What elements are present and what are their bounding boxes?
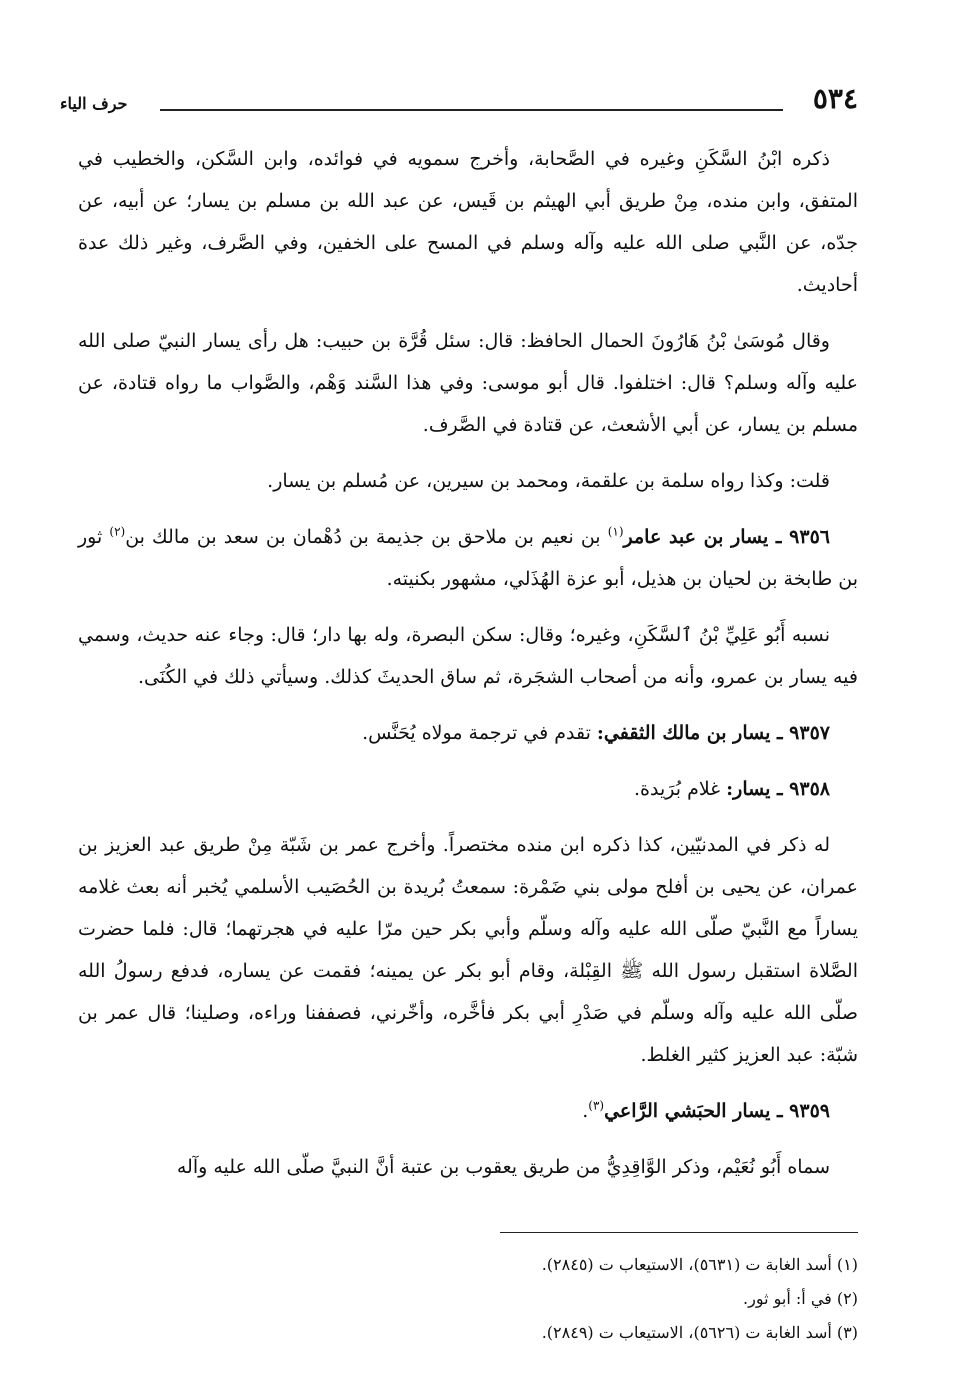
paragraph: قلت: وكذا رواه سلمة بن علقمة، ومحمد بن سيرين، عن مُسلم بن يسار. [267, 470, 830, 492]
footnote-ref: (١) [607, 524, 624, 539]
paragraph: نسبه أَبُو عَلِيِّ بْنُ ٱلسَّكَنِ، وغيره؛ وقال: سكن البصرة، وله بها دار؛ قال: وجاء عنه حديث، وسمي فيه يسار بن عمرو، وأنه من أصحاب الشجَرة، ثم ساق الحديثَ كذلك. وسيأتي ذلك في الكُنَى. [78, 624, 858, 688]
page-header [60, 82, 858, 122]
footnote: (٣) أسد الغابة ت (٥٦٢٦)، الاستيعاب ت (٢٨٤٩). [541, 1323, 858, 1342]
entry-9358 [78, 768, 858, 810]
entry-heading: ٩٣٥٦ ـ يسار بن عبد عامر [623, 526, 830, 548]
paragraph: سماه أَبُو نُعَيْم، وذكر الوَّاقِدِيُّ من طريق يعقوب بن عتبة أنَّ النبيَّ صلّى الله عليه وآله [176, 1156, 830, 1178]
entry-heading: ٩٣٥٨ ـ يسار: [726, 778, 830, 800]
entry-9359 [78, 1090, 858, 1132]
entry-9357 [78, 712, 858, 754]
paragraph: ذكره ابْنُ السَّكَنِ وغيره في الصَّحابة، وأخرج سمويه في فوائده، وابن السَّكن، والخطيب في المتفق، وابن منده، مِنْ طريق أبي الهيثم بن قَيس، عن عبد الله بن مسلم بن يسار؛ عن أبيه، عن جدّه، عن النَّبي صلى الله عليه وآله وسلم في المسح على الخفين، وفي الصَّرف، وغير ذلك عدة أحاديث. [78, 148, 858, 296]
footnote: (٢) في أ: أبو ثور. [743, 1289, 858, 1308]
entry-9356 [78, 516, 858, 600]
entry-text: ثور بن طابخة بن لحيان بن هذيل، أبو عزة الهُذَلي، مشهور بكنيته. [78, 526, 858, 590]
footnote: (١) أسد الغابة ت (٥٦٣١)، الاستيعاب ت (٢٨٤٥). [541, 1255, 858, 1274]
footnotes [300, 1248, 858, 1350]
paragraph: وقال مُوسَىٰ بْنُ هَارُونَ الحمال الحافظ: قال: سئل قُرَّة بن حبيب: هل رأى يسار النبيّ صلى الله عليه وآله وسلم؟ قال: اختلفوا. قال أبو موسى: وفي هذا السَّند وَهْم، والصَّواب ما رواه قتادة، عن مسلم بن يسار، عن أبي الأشعث، عن قتادة في الصَّرف. [78, 330, 858, 436]
entry-text: غلام بُرَيدة. [634, 778, 727, 800]
running-title: حرف الياء [60, 94, 128, 113]
entry-heading: ٩٣٥٩ ـ يسار الحبَشي الرَّاعي [604, 1100, 830, 1122]
footnote-ref: (٢) [109, 524, 126, 539]
entry-text: تقدم في ترجمة مولاه يُحَنَّس. [362, 722, 597, 744]
footnote-rule [500, 1232, 858, 1233]
footnote-ref: (٣) [588, 1098, 605, 1113]
page-number: ٥٣٤ [812, 82, 858, 115]
entry-heading: ٩٣٥٧ ـ يسار بن مالك الثقفي: [596, 722, 830, 744]
header-rule [160, 109, 783, 111]
entry-text: . [582, 1100, 589, 1122]
main-text [78, 138, 858, 1202]
entry-text: بن نعيم بن ملاحق بن جذيمة بن دُهْمان بن سعد بن مالك بن [125, 526, 608, 548]
paragraph: له ذكر في المدنيّين، كذا ذكره ابن منده مختصراً. وأخرج عمر بن شَبّة مِنْ طريق عبد العزيز بن عمران، عن يحيى بن أفلح مولى بني ضَمْرة: سمعتُ بُريدة بن الحُصَيب الأسلمي يُخبر أنه بعث غلامه يساراً مع النَّبيّ صلّى الله عليه وآله وسلّم وأبي بكر حين مرّا عليه في هجرتهما؛ قال: فلما حضرت الصَّلاة استقبل رسول الله ﷺ القِبْلة، وقام أبو بكر عن يمينه؛ فقمت عن يساره، فدفع رسولُ الله صلّى الله عليه وآله وسلّم في صَدْرِ أبي بكر فأخَّره، وأخّرني، فصففنا وراءه، وصلينا؛ قال عمر بن شبّة: عبد العزيز كثير الغلط. [78, 834, 858, 1066]
